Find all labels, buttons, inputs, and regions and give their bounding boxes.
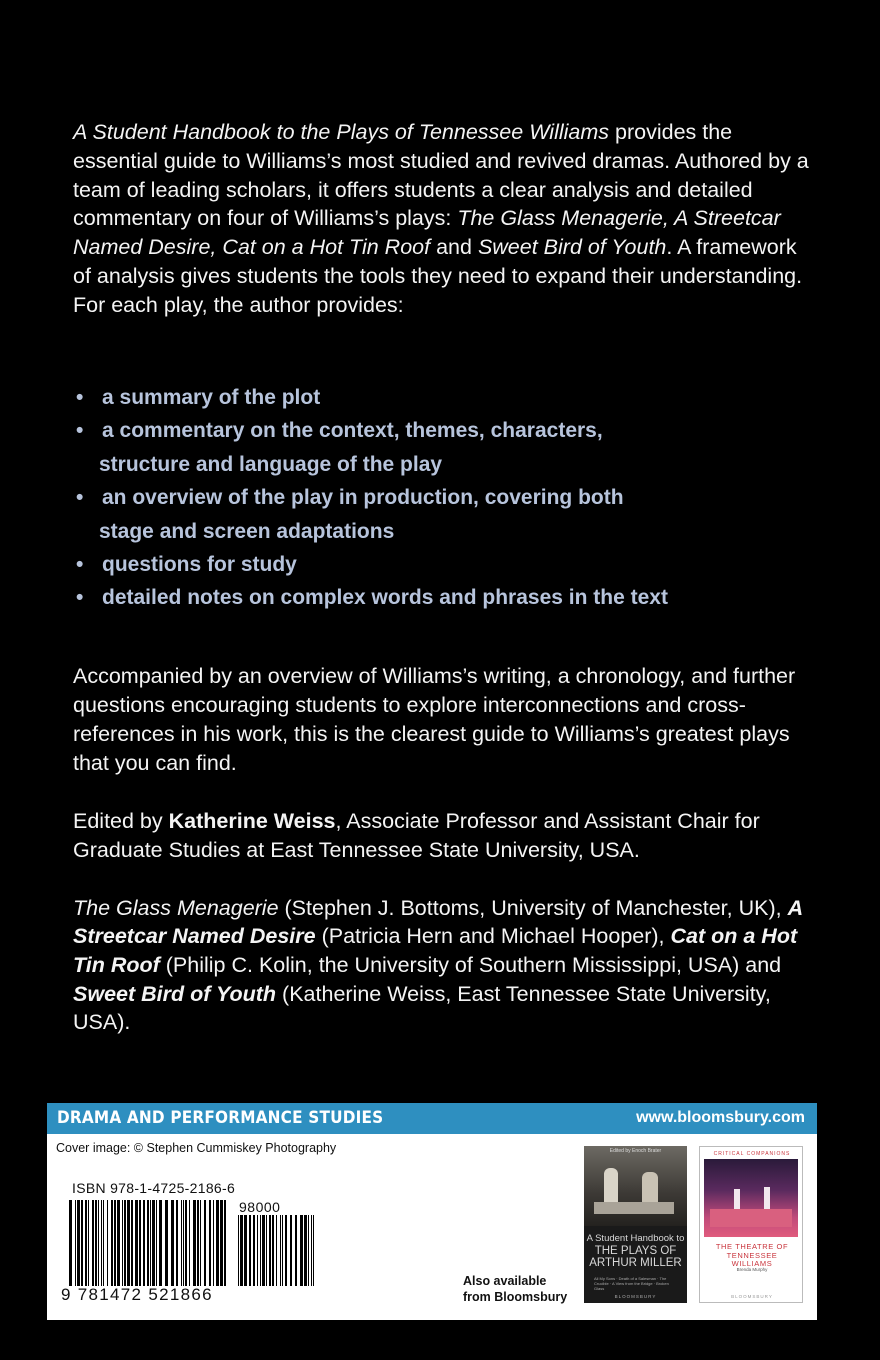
barcode-bar — [152, 1200, 155, 1286]
barcode-bar — [156, 1200, 157, 1286]
list-item: • questions for study — [76, 553, 297, 577]
barcode-bar — [69, 1200, 72, 1286]
barcode-bar — [216, 1200, 219, 1286]
editor-paragraph: Edited by Katherine Weiss, Associate Professor and Assistant Chair for Graduate Studies at East Tennessee State University, USA. — [73, 808, 760, 862]
barcode-bar — [77, 1200, 80, 1286]
barcode-bar — [101, 1200, 102, 1286]
barcode-bar — [220, 1200, 223, 1286]
accompanied-paragraph: Accompanied by an overview of Williams’s writing, a chronology, and further questions encouraging students to explore interconnections and cross-references in his work, this is the clearest guide to Williams’s greatest plays that you can find. — [73, 663, 796, 775]
list-item: • a summary of the plot — [76, 386, 321, 409]
barcode-bar — [147, 1200, 149, 1286]
barcode-bar — [260, 1215, 261, 1286]
barcode-bar — [103, 1200, 104, 1286]
barcode-bar — [135, 1200, 138, 1286]
barcode-bar — [139, 1200, 141, 1286]
barcode-bar — [197, 1200, 199, 1286]
barcode-bar — [185, 1200, 187, 1286]
barcode-bar — [204, 1200, 206, 1286]
barcode-bar — [224, 1200, 226, 1286]
barcode-bar — [272, 1215, 274, 1286]
price-code: 98000 — [239, 1199, 281, 1215]
also-available: Also available from Bloomsbury — [463, 1274, 568, 1304]
barcode-bar — [200, 1200, 201, 1286]
barcode-bar — [111, 1200, 113, 1286]
barcode-bar — [290, 1215, 292, 1286]
barcode-main — [68, 1200, 228, 1286]
barcode-bar — [213, 1200, 214, 1286]
barcode-bar — [127, 1200, 130, 1286]
ean-number: 9 781472 521866 — [61, 1285, 213, 1304]
barcode-bar — [249, 1215, 251, 1286]
barcode-bar — [295, 1215, 297, 1286]
barcode-bar — [88, 1200, 89, 1286]
barcode-bar — [171, 1200, 174, 1286]
barcode-bar — [262, 1215, 265, 1286]
category-label: DRAMA AND PERFORMANCE STUDIES — [57, 1108, 384, 1128]
cover-photo: Edited by Enoch Brater — [584, 1146, 687, 1226]
barcode-bar — [257, 1215, 258, 1286]
barcode-bar — [75, 1200, 76, 1286]
barcode-bar — [159, 1200, 162, 1286]
barcode-bar — [282, 1215, 283, 1286]
barcode-bar — [244, 1215, 247, 1286]
barcode-bar — [189, 1200, 190, 1286]
editor-name: Katherine Weiss — [168, 808, 336, 833]
contributors-paragraph: The Glass Menagerie (Stephen J. Bottoms, University of Manchester, UK), A Streetcar Named Desire (Patricia Hern and Michael Hooper), Cat on a Hot Tin Roof (Philip C. Kolin, the University of Southern Mississippi, USA) and Sweet Bird of Youth (Katherine Weiss, East Tennessee State University, USA). — [73, 895, 803, 1035]
barcode-bar — [304, 1215, 307, 1286]
barcode-bar — [176, 1200, 178, 1286]
barcode-bar — [107, 1200, 108, 1286]
barcode-bar — [150, 1200, 151, 1286]
feature-list — [76, 381, 816, 615]
barcode-bar — [114, 1200, 116, 1286]
barcode-bar — [81, 1200, 83, 1286]
back-cover-footer — [47, 1103, 817, 1320]
barcode-bar — [238, 1215, 239, 1286]
barcode-bar — [276, 1215, 277, 1286]
list-item: • detailed notes on complex words and phrases in the text — [76, 586, 668, 610]
barcode-bar — [300, 1215, 303, 1286]
barcode-bar — [165, 1200, 168, 1286]
barcode-bar — [143, 1200, 145, 1286]
barcode-bar — [181, 1200, 182, 1286]
barcode-bar — [131, 1200, 133, 1286]
barcode-bar — [280, 1215, 281, 1286]
book-cover-arthur-miller[interactable]: Edited by Enoch Brater A Student Handbook to THE PLAYS OF ARTHUR MILLER All My Sons · Death of a Salesman · The Crucible · A View from the Bridge · Broken Glass BLOOMSBURY — [584, 1146, 687, 1303]
isbn: ISBN 978-1-4725-2186-6 — [72, 1180, 236, 1196]
barcode-bar — [240, 1215, 243, 1286]
book-title: A Student Handbook to the Plays of Tennessee Williams — [73, 120, 610, 144]
intro-paragraph: A Student Handbook to the Plays of Tennessee Williams provides the essential guide to Williams’s most studied and revived dramas. Authored by a team of leading scholars, it offers students a clear analysis and detailed commentary on four of Williams’s plays: The Glass Menagerie, A Streetcar Named Desire, Cat on a Hot Tin Roof and Sweet Bird of Youth. A framework of analysis gives students the tools they need to expand their understanding. For each play, the author provides: — [73, 120, 809, 317]
barcode-bar — [253, 1215, 255, 1286]
barcode-bar — [85, 1200, 87, 1286]
barcode-bar — [269, 1215, 271, 1286]
barcode-bar — [95, 1200, 97, 1286]
barcode-bar — [308, 1215, 309, 1286]
barcode-bar — [313, 1215, 314, 1286]
cover-credit: Cover image: © Stephen Cummiskey Photography — [56, 1141, 337, 1155]
barcode-bar — [122, 1200, 123, 1286]
barcode-bar — [183, 1200, 184, 1286]
cover-photo — [704, 1159, 798, 1237]
website-link[interactable]: www.bloomsbury.com — [636, 1109, 805, 1126]
barcode-bar — [285, 1215, 287, 1286]
barcode-bar — [124, 1200, 126, 1286]
barcode-bar — [266, 1215, 267, 1286]
list-item: • a commentary on the context, themes, characters, structure and language of the play — [76, 419, 603, 476]
barcode-bar — [92, 1200, 94, 1286]
barcode-bar — [117, 1200, 120, 1286]
barcode-bar — [98, 1200, 99, 1286]
barcode-bar — [209, 1200, 211, 1286]
category-banner — [47, 1103, 817, 1134]
barcode-bar — [311, 1215, 312, 1286]
book-cover-tennessee-williams[interactable]: CRITICAL COMPANIONS THE THEATRE OF TENNESSEE WILLIAMS Brenda Murphy BLOOMSBURY — [699, 1146, 803, 1303]
barcode-bar — [193, 1200, 196, 1286]
list-item: • an overview of the play in production, covering both stage and screen adaptations — [76, 486, 624, 543]
barcode-addon — [237, 1215, 317, 1286]
